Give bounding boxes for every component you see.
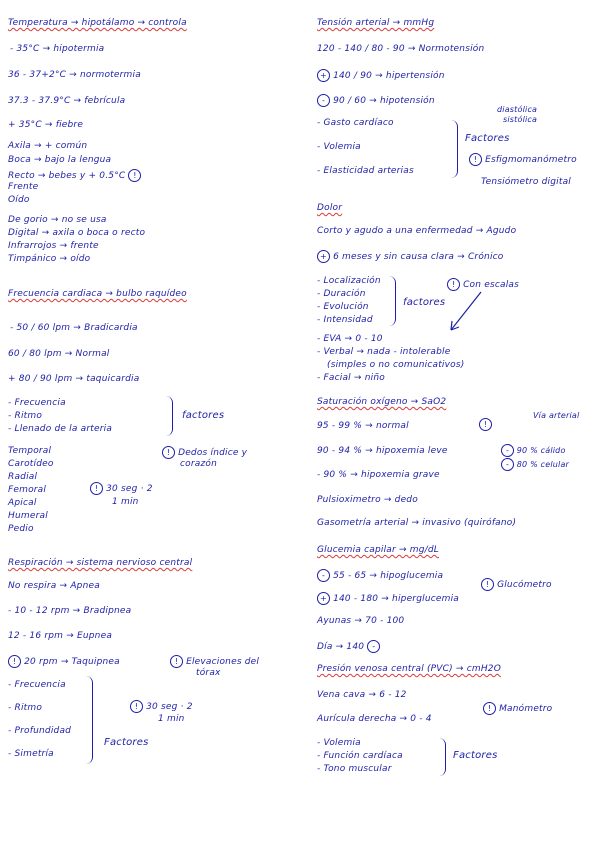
cvp-factor: - Volemia	[317, 738, 361, 748]
bp-line	[317, 94, 435, 107]
glucose-line	[317, 569, 443, 582]
temp-line: Infrarrojos → frente	[8, 241, 99, 251]
cvp-line: Aurícula derecha → 0 - 4	[317, 714, 432, 724]
pain-scale: - Verbal → nada - intolerable	[317, 347, 451, 357]
resp-note	[170, 655, 259, 668]
resp-factor: - Ritmo	[8, 703, 43, 713]
left-column	[0, 0, 290, 848]
sat-note-text: 80 % celular	[516, 460, 570, 469]
resp-line	[8, 655, 120, 668]
hr-factor: - Frecuencia	[8, 398, 66, 408]
sat-line: 90 - 94 % → hipoxemia leve	[317, 446, 448, 456]
brace	[389, 276, 396, 326]
factors-label: factores	[182, 410, 225, 421]
pain-scale: - Facial → niño	[317, 373, 385, 383]
sat-note-text: 90 % cálido	[516, 446, 566, 455]
brace	[166, 396, 173, 436]
important-mark: !	[479, 418, 492, 431]
temp-line: + 35°C → fiebre	[8, 120, 84, 130]
pulse-site: Apical	[8, 498, 37, 508]
respiration-heading: Respiración → sistema nervioso central	[8, 558, 193, 568]
important-mark: -	[317, 94, 330, 107]
pain-factor: - Localización	[317, 276, 381, 286]
resp-factor: - Frecuencia	[8, 680, 66, 690]
glucose-line: Ayunas → 70 - 100	[317, 616, 405, 626]
bp-line-text: 90 / 60 → hipotensión	[333, 96, 435, 106]
temp-line: Digital → axila o boca o recto	[8, 228, 146, 238]
cvp-factor: - Tono muscular	[317, 764, 392, 774]
resp-note-text: Elevaciones del	[186, 657, 260, 667]
hr-note: corazón	[180, 459, 218, 469]
pain-factor: - Evolución	[317, 302, 369, 312]
hr-seg-text: 30 seg · 2	[106, 484, 153, 494]
hr-line: 60 / 80 lpm → Normal	[8, 349, 110, 359]
important-mark: -	[367, 640, 380, 653]
resp-seg: 1 min	[158, 714, 185, 724]
blood-pressure-heading: Tensión arterial → mmHg	[317, 18, 435, 28]
sat-line: Gasometría arterial → invasivo (quirófano)	[317, 518, 517, 528]
important-mark: !	[170, 655, 183, 668]
temperature-heading: Temperatura → hipotálamo → controla	[8, 18, 187, 28]
important-mark: !	[481, 578, 494, 591]
brace	[439, 738, 446, 776]
glucose-heading: Glucemia capilar → mg/dL	[317, 545, 440, 555]
important-mark: -	[501, 444, 514, 457]
sat-line: Pulsioximetro → dedo	[317, 495, 418, 505]
pain-line: Corto y agudo a una enfermedad → Agudo	[317, 226, 517, 236]
glucose-note-text: Glucómetro	[497, 580, 552, 590]
bp-factor: - Volemia	[317, 142, 361, 152]
important-mark: !	[8, 655, 21, 668]
pain-scale: - EVA → 0 - 10	[317, 334, 383, 344]
pain-line-text: 6 meses y sin causa clara → Crónico	[333, 252, 504, 262]
sat-mark	[479, 418, 492, 431]
pain-line	[317, 250, 504, 263]
hr-note	[162, 446, 247, 459]
cvp-heading: Presión venosa central (PVC) → cmH2O	[317, 664, 502, 674]
pain-heading: Dolor	[317, 203, 343, 213]
pulse-site: Carotídeo	[8, 459, 54, 469]
oxygen-sat-heading: Saturación oxígeno → SaO2	[317, 397, 447, 407]
brace	[451, 120, 458, 178]
important-mark: -	[501, 458, 514, 471]
pain-scale: (simples o no comunicativos)	[327, 360, 465, 370]
arrow-icon	[445, 290, 485, 340]
resp-factor: - Profundidad	[8, 726, 72, 736]
important-mark: -	[317, 569, 330, 582]
temp-line: Frente	[8, 182, 39, 192]
resp-seg-text: 30 seg · 2	[146, 702, 193, 712]
cvp-factor: - Función cardíaca	[317, 751, 403, 761]
brace	[86, 676, 93, 764]
resp-line: No respira → Apnea	[8, 581, 100, 591]
resp-factor: - Simetría	[8, 749, 54, 759]
resp-line-text: 20 rpm → Taquipnea	[24, 657, 120, 667]
sat-note	[501, 444, 566, 457]
factors-label: Factores	[104, 737, 149, 748]
bp-note-text: Esfigmomanómetro	[485, 155, 577, 165]
bp-factor: - Elasticidad arterias	[317, 166, 414, 176]
hr-line: + 80 / 90 lpm → taquicardia	[8, 374, 140, 384]
pulse-site: Temporal	[8, 446, 52, 456]
bp-line-text: 140 / 90 → hipertensión	[333, 71, 445, 81]
important-mark: !	[90, 482, 103, 495]
temp-line-text: Recto → bebes y + 0.5°C	[8, 171, 126, 181]
temp-line	[8, 169, 141, 182]
glucose-line	[317, 592, 459, 605]
resp-note: tórax	[196, 668, 221, 678]
temp-line: 36 - 37+2°C → normotermia	[8, 70, 141, 80]
bp-line	[317, 69, 445, 82]
temp-line: 37.3 - 37.9°C → febrícula	[8, 96, 126, 106]
hr-seg	[90, 482, 153, 495]
important-mark: +	[317, 592, 330, 605]
important-mark: +	[317, 69, 330, 82]
factors-label: Factores	[453, 750, 498, 761]
important-mark: !	[130, 700, 143, 713]
pain-factor: - Intensidad	[317, 315, 373, 325]
pain-scales-text: Con escalas	[463, 280, 520, 290]
important-mark: !	[128, 169, 141, 182]
glucose-line	[317, 640, 380, 653]
glucose-line-text: 55 - 65 → hipoglucemia	[333, 571, 444, 581]
pulse-site: Femoral	[8, 485, 47, 495]
glucose-line-text: 140 - 180 → hiperglucemia	[333, 594, 459, 604]
temp-line: Oído	[8, 195, 30, 205]
hr-note-text: Dedos índice y	[178, 448, 248, 458]
cvp-note-text: Manómetro	[499, 704, 553, 714]
temp-line: De gorio → no se usa	[8, 215, 107, 225]
temp-line: Axila → + común	[8, 141, 88, 151]
hr-seg: 1 min	[112, 497, 139, 507]
resp-seg	[130, 700, 193, 713]
temp-line: Timpánico → oído	[8, 254, 91, 264]
cvp-note	[483, 702, 552, 715]
pain-factor: - Duración	[317, 289, 366, 299]
glucose-line-text: Día → 140	[317, 642, 365, 652]
bp-factor: - Gasto cardíaco	[317, 118, 394, 128]
glucose-note	[481, 578, 552, 591]
sat-line: 95 - 99 % → normal	[317, 421, 409, 431]
sat-note	[501, 458, 569, 471]
important-mark: !	[162, 446, 175, 459]
sat-line: - 90 % → hipoxemia grave	[317, 470, 440, 480]
temp-line: Boca → bajo la lengua	[8, 155, 112, 165]
hr-line: - 50 / 60 lpm → Bradicardia	[10, 323, 138, 333]
pulse-site: Pedio	[8, 524, 34, 534]
heart-rate-heading: Frecuencia cardiaca → bulbo raquídeo	[8, 289, 187, 299]
important-mark: !	[469, 153, 482, 166]
factors-label: factores	[403, 297, 446, 308]
hr-factor: - Ritmo	[8, 411, 43, 421]
factors-label: Factores	[465, 133, 510, 144]
bp-note	[469, 153, 577, 166]
important-mark: !	[447, 278, 460, 291]
important-mark: +	[317, 250, 330, 263]
bp-line: 120 - 140 / 80 - 90 → Normotensión	[317, 44, 485, 54]
temp-line: - 35°C → hipotermia	[10, 44, 105, 54]
sat-label: Vía arterial	[533, 411, 580, 420]
right-column	[305, 0, 595, 848]
bp-systolic: sistólica	[503, 115, 538, 124]
important-mark: !	[483, 702, 496, 715]
bp-diastolic: diastólica	[497, 105, 538, 114]
pulse-site: Humeral	[8, 511, 48, 521]
bp-note: Tensiómetro digital	[481, 177, 571, 187]
pulse-site: Radial	[8, 472, 38, 482]
resp-line: 12 - 16 rpm → Eupnea	[8, 631, 113, 641]
cvp-line: Vena cava → 6 - 12	[317, 690, 407, 700]
resp-line: - 10 - 12 rpm → Bradipnea	[8, 606, 132, 616]
hr-factor: - Llenado de la arteria	[8, 424, 113, 434]
